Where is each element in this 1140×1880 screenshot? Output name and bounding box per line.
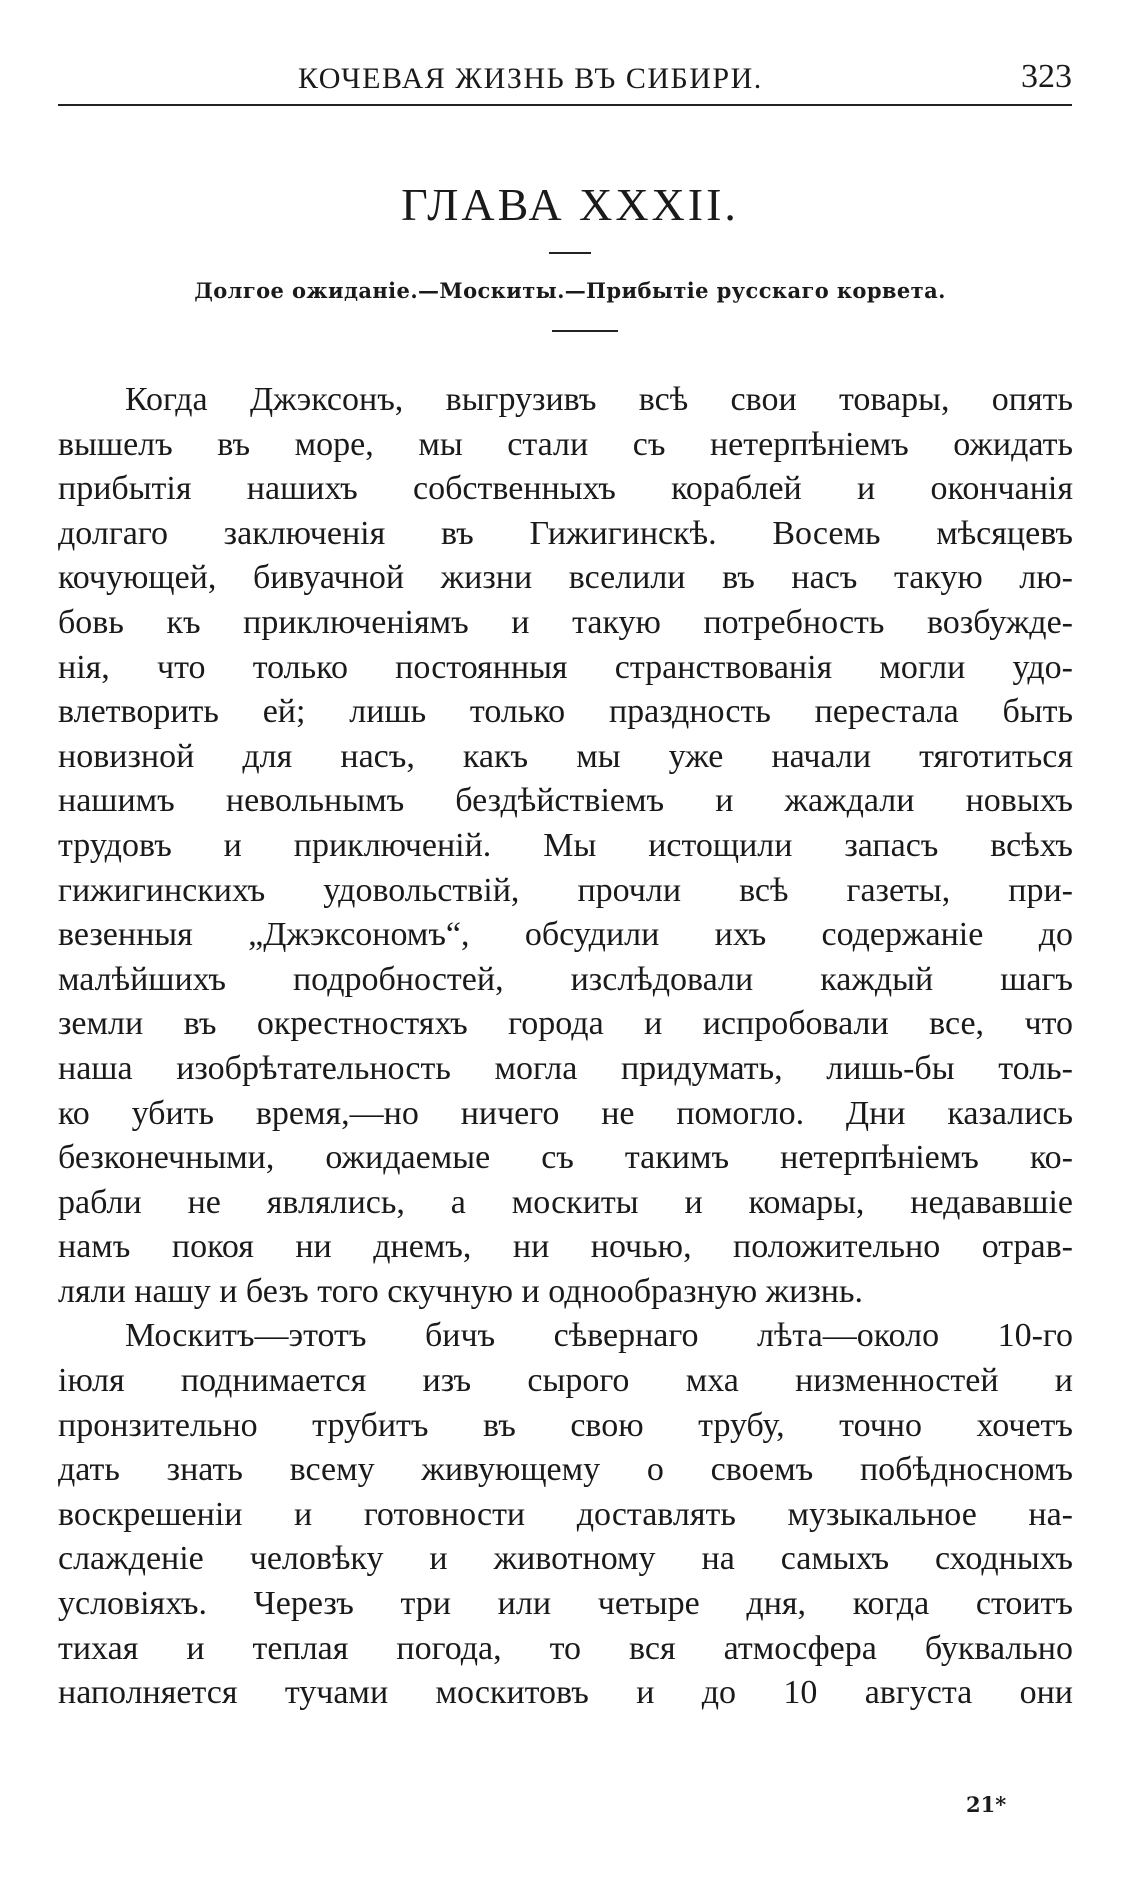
text-line: тихая и теплая погода, то вся атмосфера буквально xyxy=(58,1629,1073,1667)
signature-mark: 21* xyxy=(966,1792,1007,1817)
text-line: рабли не являлись, а москиты и комары, недававшіе xyxy=(58,1183,1073,1221)
text-line: трудовъ и приключеній. Мы истощили запасъ всѣхъ xyxy=(58,826,1073,864)
chapter-summary: Долгое ожиданіе.—Москиты.—Прибытіе русскаго корвета. xyxy=(194,278,946,303)
text-line: пронзительно трубитъ въ свою трубу, точно хочетъ xyxy=(58,1406,1073,1444)
running-header xyxy=(58,54,1072,106)
text-line: прибытія нашихъ собственныхъ кораблей и окончанія xyxy=(58,470,1073,508)
text-line: безконечными, ожидаемые съ такимъ нетерпѣніемъ ко- xyxy=(58,1139,1073,1177)
text-line: гижигинскихъ удовольствій, прочли всѣ газеты, при- xyxy=(58,871,1073,909)
text-line: Когда Джэксонъ, выгрузивъ всѣ свои товары, опять xyxy=(125,381,1073,418)
text-line: наша изобрѣтательность могла придумать, лишь-бы толь- xyxy=(58,1049,1073,1087)
chapter-title: ГЛАВА XXXII. xyxy=(401,179,739,230)
text-line: влетворить ей; лишь только праздность перестала быть xyxy=(58,693,1073,731)
text-line: малѣйшихъ подробностей, изслѣдовали каждый шагъ xyxy=(58,960,1073,998)
text-line: Москитъ—этотъ бичъ сѣвернаго лѣта—около 10-го xyxy=(125,1317,1073,1355)
summary-divider xyxy=(552,330,618,332)
text-line: новизной для насъ, какъ мы уже начали тяготиться xyxy=(58,737,1073,775)
text-line: воскрешеніи и готовности доставлять музыкальное на- xyxy=(58,1495,1073,1533)
text-line: везенныя „Джэксономъ“, обсудили ихъ содержаніе до xyxy=(58,916,1073,954)
text-line: бовь къ приключеніямъ и такую потребность возбужде- xyxy=(58,603,1073,641)
text-line: кочующей, бивуачной жизни вселили въ насъ такую лю- xyxy=(58,559,1073,597)
text-line: слажденіе человѣку и животному на самыхъ сходныхъ xyxy=(58,1540,1073,1578)
text-line: ляли нашу и безъ того скучную и однообразную жизнь. xyxy=(58,1272,863,1310)
text-line: наполняется тучами москитовъ и до 10 августа они xyxy=(58,1674,1073,1712)
text-line: нія, что только постоянныя странствованія могли удо- xyxy=(58,648,1073,686)
text-line: іюля поднимается изъ сырого мха низменностей и xyxy=(58,1362,1073,1400)
text-line: земли въ окрестностяхъ города и испробовали все, что xyxy=(58,1005,1073,1043)
text-line: намъ покоя ни днемъ, ни ночью, положительно отрав- xyxy=(58,1228,1073,1266)
page-number: 323 xyxy=(1021,58,1072,95)
text-line: ко убить время,—но ничего не помогло. Дни казались xyxy=(58,1094,1073,1132)
text-line: нашимъ невольнымъ бездѣйствіемъ и жаждали новыхъ xyxy=(58,782,1073,820)
text-line: вышелъ въ море, мы стали съ нетерпѣніемъ ожидать xyxy=(58,425,1073,463)
text-line: долгаго заключенія въ Гижигинскѣ. Восемь мѣсяцевъ xyxy=(58,514,1073,552)
title-divider xyxy=(549,252,591,254)
text-line: дать знать всему живующему о своемъ побѣдносномъ xyxy=(58,1451,1073,1489)
text-line: условіяхъ. Черезъ три или четыре дня, когда стоитъ xyxy=(58,1585,1073,1623)
body-text xyxy=(58,378,1073,1716)
running-title: КОЧЕВАЯ ЖИЗНЬ ВЪ СИБИРИ. xyxy=(298,62,763,95)
